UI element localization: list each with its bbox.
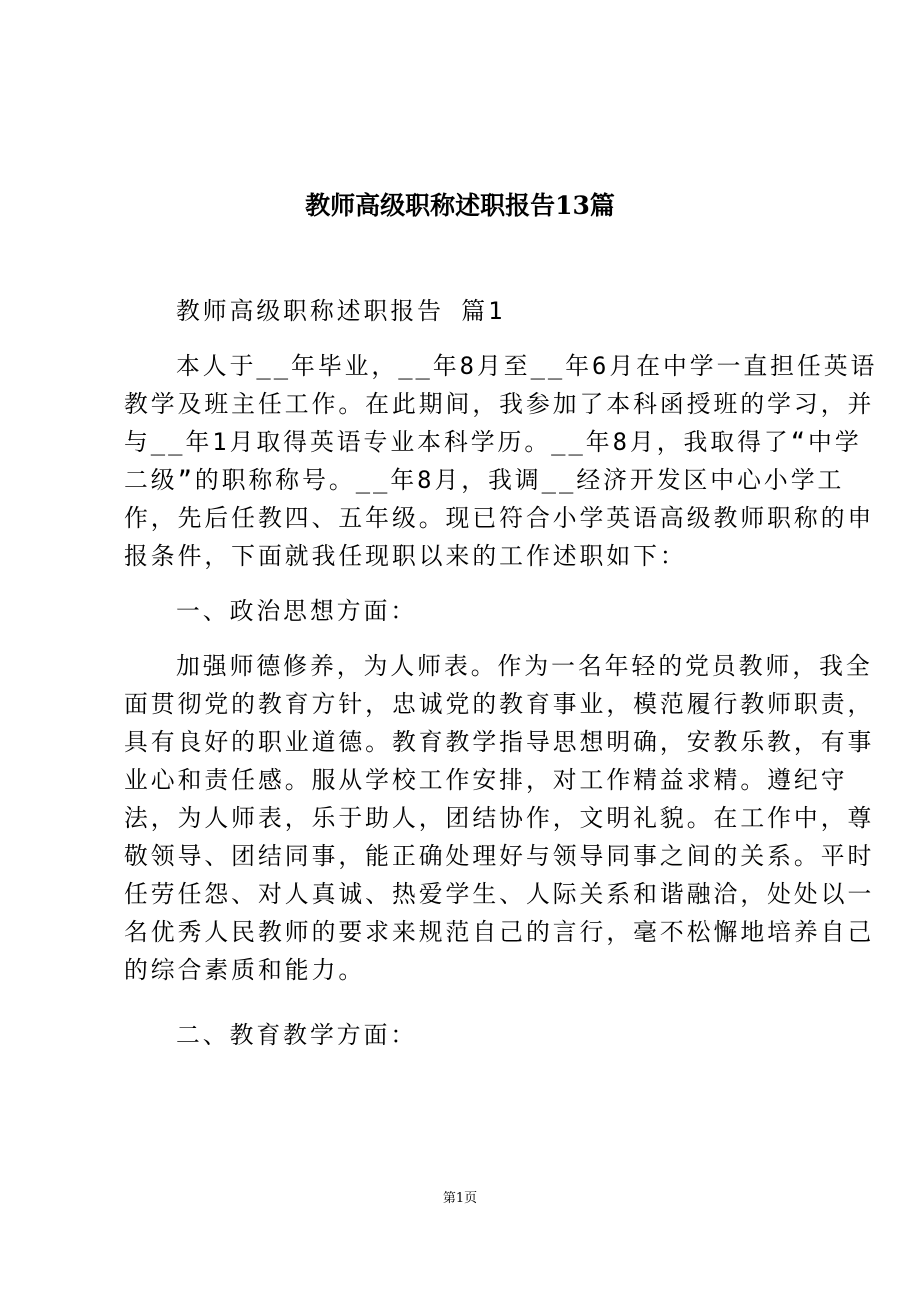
section-heading-teaching: 二、教育教学方面： [176, 1021, 418, 1049]
paragraph-line: 教学及班主任工作。在此期间，我参加了本科函授班的学习，并 [124, 390, 875, 418]
paragraph-line: 的综合素质和能力。 [124, 956, 366, 984]
section-heading-political: 一、政治思想方面： [176, 597, 418, 625]
document-body [124, 292, 878, 1054]
paragraph-line: 加强师德修养，为人师表。作为一名年轻的党员教师，我全 [176, 652, 873, 680]
paragraph-line: 敬领导、团结同事，能正确处理好与领导同事之间的关系。平时 [124, 842, 875, 870]
paragraph-line: 面贯彻党的教育方针，忠诚党的教育事业，模范履行教师职责， [124, 690, 875, 718]
paragraph-line: 任劳任怨、对人真诚、热爱学生、人际关系和谐融洽，处处以一 [124, 880, 875, 908]
page-number: 第1页 [442, 1191, 478, 1206]
paragraph-line: 与__年1月取得英语专业本科学历。__年8月，我取得了“中学 [124, 428, 862, 456]
paragraph-line: 业心和责任感。服从学校工作安排，对工作精益求精。遵纪守 [124, 766, 848, 794]
paragraph-line: 本人于__年毕业，__年8月至__年6月在中学一直担任英语 [176, 352, 878, 380]
paragraph-line: 具有良好的职业道德。教育教学指导思想明确，安教乐教，有事 [124, 728, 875, 756]
paragraph-line: 作，先后任教四、五年级。现已符合小学英语高级教师职称的申 [124, 504, 875, 532]
paragraph-line: 名优秀人民教师的要求来规范自己的言行，毫不松懈地培养自己 [124, 918, 875, 946]
paragraph-line: 二级”的职称称号。__年8月，我调__经济开发区中心小学工 [124, 466, 845, 494]
section-subheading: 教师高级职称述职报告 篇1 [176, 297, 506, 325]
paragraph-line: 报条件，下面就我任现职以来的工作述职如下： [124, 542, 687, 570]
paragraph-line: 法，为人师表，乐于助人，团结协作，文明礼貌。在工作中，尊 [124, 804, 875, 832]
document-title: 教师高级职称述职报告13篇 [305, 191, 615, 220]
